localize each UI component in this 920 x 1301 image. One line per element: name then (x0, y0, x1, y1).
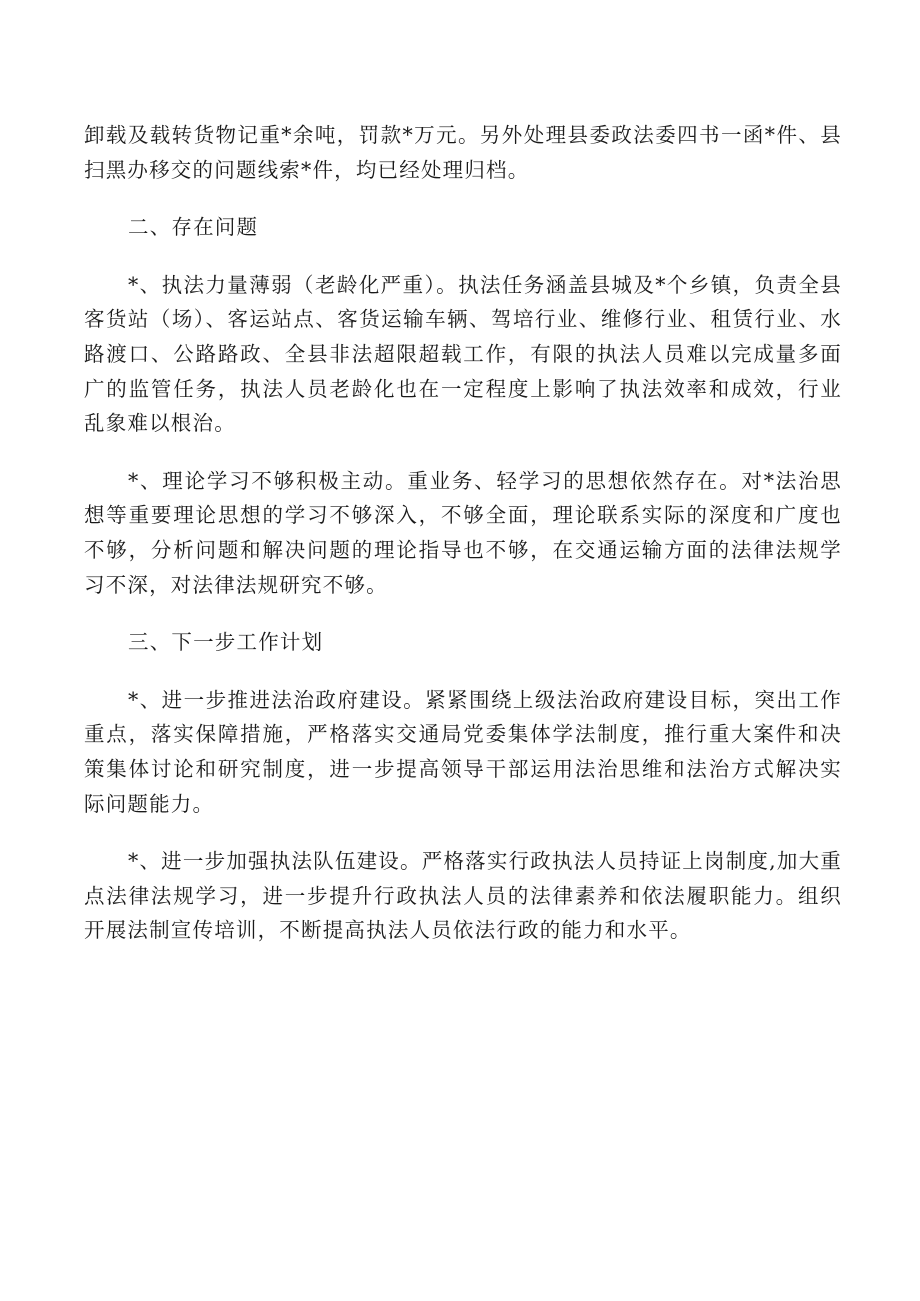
paragraph-enforcement-team: *、进一步加强执法队伍建设。严格落实行政执法人员持证上岗制度,加大重点法律法规学习，进一步提升行政执法人员的法律素养和依法履职能力。组织开展法制宣传培训，不断提高执法人员依法行政的能力和水平。 (84, 849, 842, 943)
section-heading-next-plan: 三、下一步工作计划 (128, 630, 324, 655)
paragraph-rule-of-law-government: *、进一步推进法治政府建设。紧紧围绕上级法治政府建设目标，突出工作重点，落实保障措施，严格落实交通局党委集体学法制度，推行重大案件和决策集体讨论和研究制度，进一步提高领导干部运用法治思维和法治方式解决实际问题能力。 (84, 687, 842, 816)
section-heading-problems: 二、存在问题 (128, 215, 259, 240)
paragraph-theory-study: *、理论学习不够积极主动。重业务、轻学习的思想依然存在。对*法治思想等重要理论思想的学习不够深入，不够全面，理论联系实际的深度和广度也不够，分析问题和解决问题的理论指导也不够，在交通运输方面的法律法规学习不深，对法律法规研究不够。 (84, 468, 842, 597)
document-page (84, 118, 842, 971)
paragraph-enforcement-weak: *、执法力量薄弱（老龄化严重）。执法任务涵盖县城及*个乡镇，负责全县客货站（场）、客运站点、客货运输车辆、驾培行业、维修行业、租赁行业、水路渡口、公路路政、全县非法超限超载工作，有限的执法人员难以完成量多面广的监管任务，执法人员老龄化也在一定程度上影响了执法效率和成效，行业乱象难以根治。 (84, 272, 842, 436)
paragraph-continuation: 卸载及载转货物记重*余吨，罚款*万元。另外处理县委政法委四书一函*件、县扫黑办移交的问题线索*件，均已经处理归档。 (84, 123, 842, 182)
